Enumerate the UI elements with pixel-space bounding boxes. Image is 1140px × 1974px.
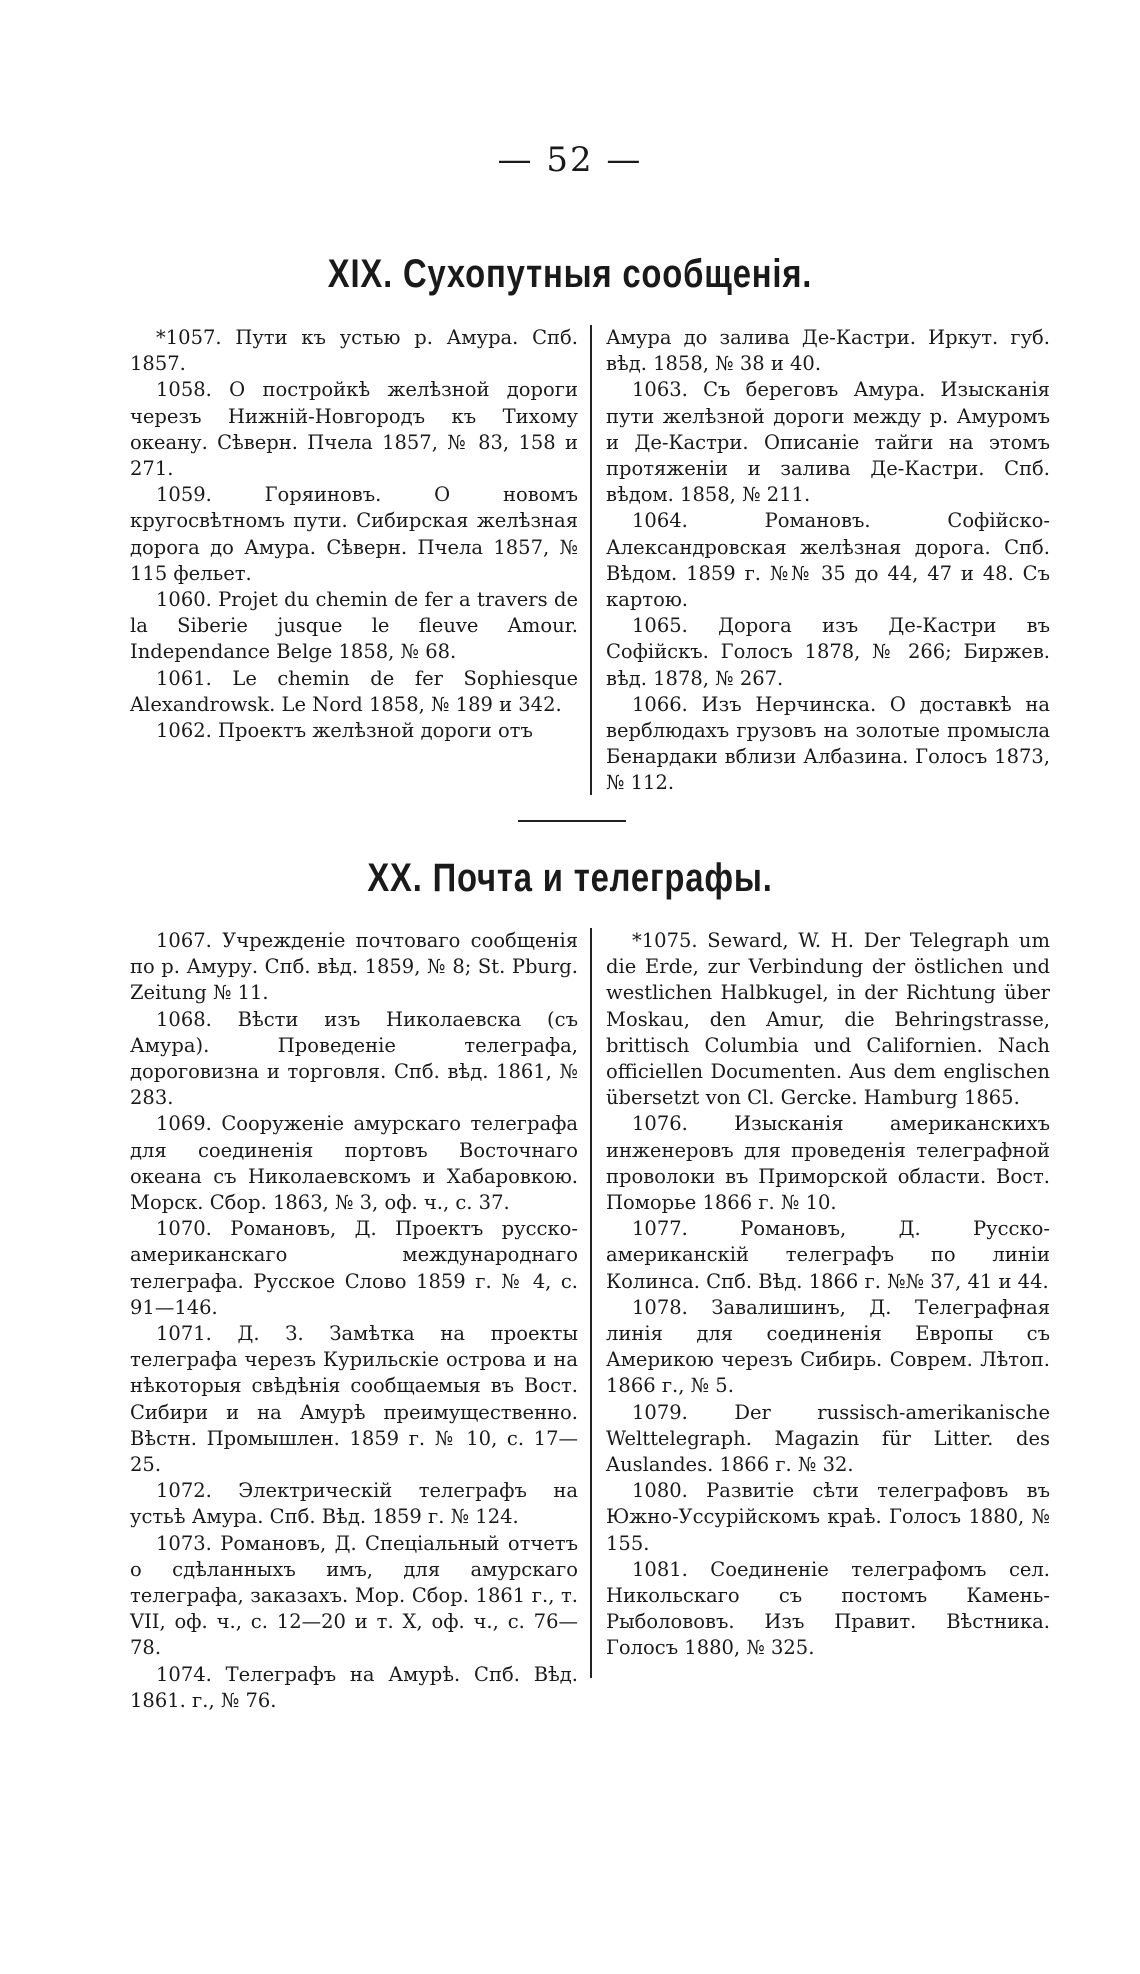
page-number: — 52 —: [497, 140, 643, 180]
section-xix-right-column: [590, 325, 1050, 795]
section-xx-right-column: [590, 928, 1050, 1678]
entry-1071: 1071. Д. З. Замѣтка на проекты телеграфа черезъ Курильскіе острова и на нѣкоторыя свѣдѣнія сообщаемыя въ Вост. Сибири и на Амурѣ преимущественно. Вѣстн. Промышлен. 1859 г. № 10, с. 17—25.: [130, 1322, 578, 1477]
entry-1074: 1074. Телеграфъ на Амурѣ. Спб. Вѣд. 1861. г., № 76.: [130, 1662, 578, 1712]
entry-1062-continued: Амура до залива Де-Кастри. Иркут. губ. вѣд. 1858, № 38 и 40.: [606, 326, 1050, 376]
entry-1062: 1062. Проектъ желѣзной дороги отъ: [156, 719, 533, 743]
entry-1066: 1066. Изъ Нерчинска. О доставкѣ на верблюдахъ грузовъ на золотые промысла Бенардаки вблизи Албазина. Голосъ 1873, № 112.: [606, 692, 1050, 795]
section-title-xx: XX. Почта и телеграфы.: [367, 856, 773, 900]
entry-1080: 1080. Развитіе сѣти телеграфовъ въ Южно-Уссурійскомъ краѣ. Голосъ 1880, № 155.: [606, 1479, 1050, 1555]
entry-1076: 1076. Изысканія американскихъ инженеровъ для проведенія телеграфной проволоки въ Приморской области. Вост. Поморье 1866 г. № 10.: [606, 1112, 1050, 1215]
entry-1065: 1065. Дорога изъ Де-Кастри въ Софійскъ. Голосъ 1878, № 266; Биржев. вѣд. 1878, № 267.: [606, 614, 1050, 690]
entry-1077: 1077. Романовъ, Д. Русско-американскій телеграфъ по линіи Колинса. Спб. Вѣд. 1866 г. №№ 37, 41 и 44.: [606, 1217, 1050, 1293]
entry-1063: 1063. Съ береговъ Амура. Изысканія пути желѣзной дороги между р. Амуромъ и Де-Кастри. Описаніе тайги на этомъ протяженіи и залива Де-Кастри. Спб. вѣдом. 1858, № 211.: [606, 378, 1050, 507]
entry-1058: 1058. О постройкѣ желѣзной дороги черезъ Нижній-Новгородъ къ Тихому океану. Сѣверн. Пчела 1857, № 83, 158 и 271.: [130, 378, 578, 481]
section-divider: [518, 820, 626, 822]
entry-1078: 1078. Завалишинъ, Д. Телеграфная линія для соединенія Европы съ Америкою черезъ Сибирь. Соврем. Лѣтоп. 1866 г., № 5.: [606, 1295, 1050, 1398]
entry-1081: 1081. Соединеніе телеграфомъ сел. Никольскаго съ постомъ Камень-Рыболововъ. Изъ Правит. Вѣстника. Голосъ 1880, № 325.: [606, 1557, 1050, 1660]
entry-1057: *1057. Пути къ устью р. Амура. Спб. 1857.: [130, 326, 578, 376]
entry-1073: 1073. Романовъ, Д. Спеціальный отчетъ о сдѣланныхъ имъ, для амурскаго телеграфа, заказахъ. Мор. Сбор. 1861 г., т. VII, оф. ч., с. 12—20 и т. X, оф. ч., с. 76—78.: [130, 1531, 578, 1660]
entry-1060: 1060. Projet du chemin de fer a travers de la Siberie jusque le fleuve Amour. Independance Belge 1858, № 68.: [130, 588, 578, 664]
entry-1068: 1068. Вѣсти изъ Николаевска (съ Амура). Проведеніе телеграфа, дороговизна и торговля. Спб. вѣд. 1861, № 283.: [130, 1007, 578, 1110]
section-xix-columns: [130, 325, 1050, 795]
entry-1061: 1061. Le chemin de fer Sophiesque Alexandrowsk. Le Nord 1858, № 189 и 342.: [130, 666, 578, 716]
entry-1059: 1059. Горяиновъ. О новомъ кругосвѣтномъ пути. Сибирская желѣзная дорога до Амура. Сѣверн. Пчела 1857, № 115 фельет.: [130, 483, 578, 585]
section-title-xix: XIX. Сухопутныя сообщенія.: [327, 252, 813, 296]
entry-1075: *1075. Seward, W. H. Der Telegraph um die Erde, zur Verbindung der östlichen und westlichen Halbkugel, in der Richtung über Moskau, den Amur, die Behringstrasse, brittisch Columbia und Californien. Nach officiellen Documenten. Aus dem englischen übersetzt von Cl. Gercke. Hamburg 1865.: [606, 929, 1050, 1110]
section-xx-left-column: [130, 928, 590, 1714]
entry-1069: 1069. Сооруженіе амурскаго телеграфа для соединенія портовъ Восточнаго океана съ Николаевскомъ и Хабаровкою. Морск. Сбор. 1863, № 3, оф. ч., с. 37.: [130, 1112, 578, 1215]
section-xix-left-column: [130, 325, 590, 795]
entry-1070: 1070. Романовъ, Д. Проектъ русско-американскаго международнаго телеграфа. Русское Слово 1859 г. № 4, с. 91—146.: [130, 1217, 578, 1319]
entry-1079: 1079. Der russisch-amerikanische Welttelegraph. Magazin für Litter. des Auslandes. 1866 г. № 32.: [606, 1400, 1050, 1477]
entry-1067: 1067. Учрежденіе почтоваго сообщенія по р. Амуру. Спб. вѣд. 1859, № 8; St. Pburg. Zeitung № 11.: [130, 929, 578, 1005]
section-xx-columns: [130, 928, 1050, 1714]
entry-1064: 1064. Романовъ. Софійско-Александровская желѣзная дорога. Спб. Вѣдом. 1859 г. №№ 35 до 44, 47 и 48. Съ картою.: [606, 509, 1050, 612]
entry-1072: 1072. Электрическій телеграфъ на устьѣ Амура. Спб. Вѣд. 1859 г. № 124.: [130, 1479, 578, 1529]
